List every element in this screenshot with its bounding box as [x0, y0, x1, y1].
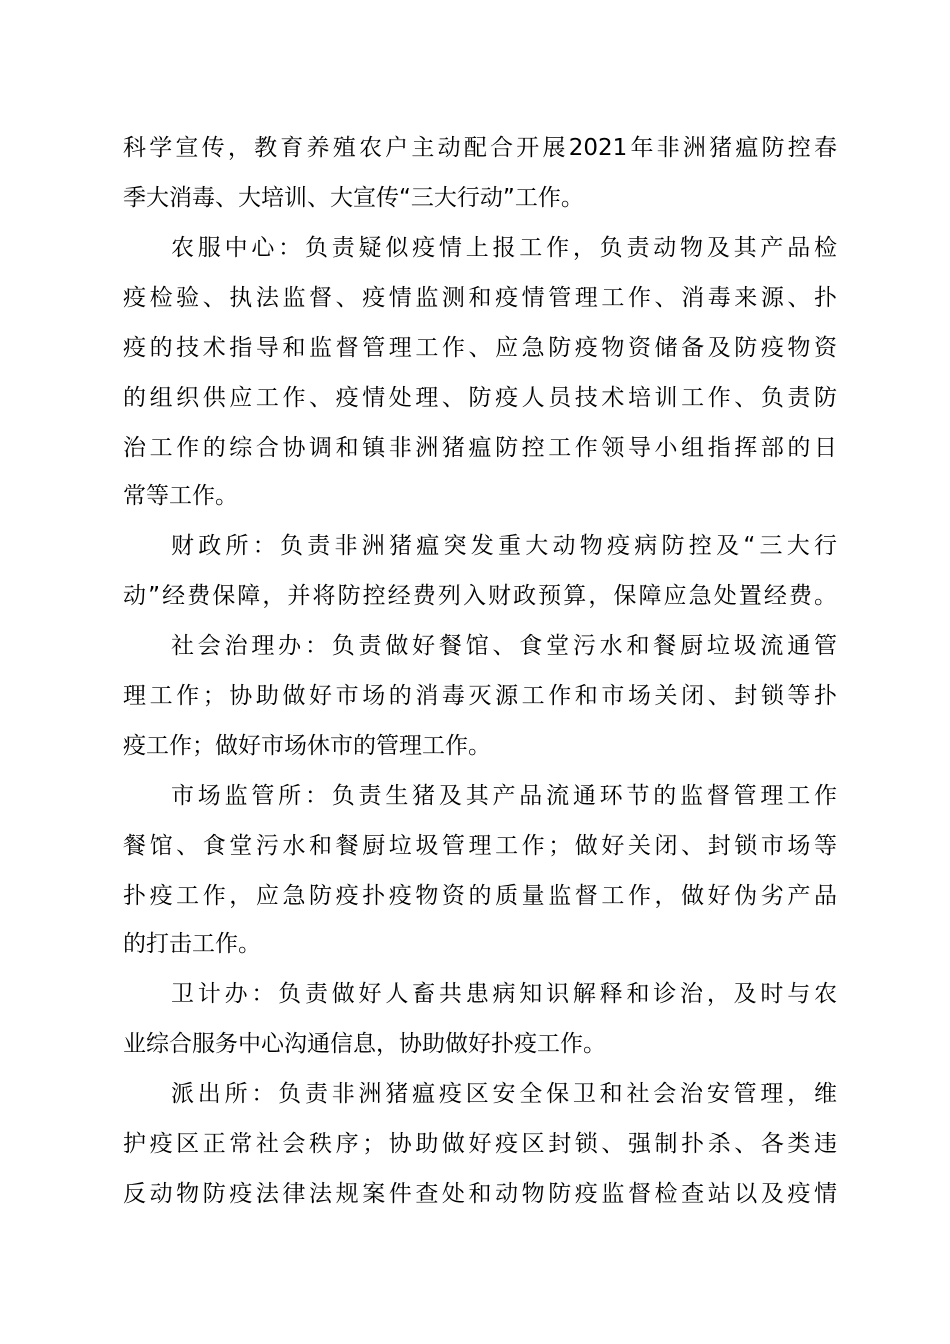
text-line: 业综合服务中心沟通信息，协助做好扑疫工作。: [123, 1031, 606, 1057]
text-line: 卫计办：负责做好人畜共患病知识解释和诊治，及时与农: [171, 981, 837, 1007]
text-line: 反动物防疫法律法规案件查处和动物防疫监督检查站以及疫情: [123, 1181, 837, 1207]
text-line: 餐馆、食堂污水和餐厨垃圾管理工作；做好关闭、封锁市场等: [123, 833, 837, 859]
text-line: 农服中心：负责疑似疫情上报工作，负责动物及其产品检: [171, 235, 837, 261]
text-line: 疫检验、执法监督、疫情监测和疫情管理工作、消毒来源、扑: [123, 285, 837, 311]
text-line: 理工作；协助做好市场的消毒灭源工作和市场关闭、封锁等扑: [123, 683, 837, 709]
text-line: 扑疫工作，应急防疫扑疫物资的质量监督工作，做好伪劣产品: [123, 883, 837, 909]
text-line: 的打击工作。: [123, 931, 261, 957]
text-line: 常等工作。: [123, 483, 238, 509]
text-line: 疫工作；做好市场休市的管理工作。: [123, 733, 491, 759]
text-line: 社会治理办：负责做好餐馆、食堂污水和餐厨垃圾流通管: [171, 633, 837, 659]
text-line: 派出所：负责非洲猪瘟疫区安全保卫和社会治安管理，维: [171, 1081, 837, 1107]
text-line: 科学宣传，教育养殖农户主动配合开展2021年非洲猪瘟防控春: [123, 135, 837, 161]
text-line: 市场监管所：负责生猪及其产品流通环节的监督管理工作: [171, 783, 837, 809]
text-line: 护疫区正常社会秩序；协助做好疫区封锁、强制扑杀、各类违: [123, 1131, 837, 1157]
text-line: 财政所：负责非洲猪瘟突发重大动物疫病防控及“三大行: [171, 533, 837, 559]
text-line: 治工作的综合协调和镇非洲猪瘟防控工作领导小组指挥部的日: [123, 435, 837, 461]
text-line: 疫的技术指导和监督管理工作、应急防疫物资储备及防疫物资: [123, 335, 837, 361]
text-line: 动”经费保障，并将防控经费列入财政预算，保障应急处置经费。: [123, 583, 837, 609]
text-line: 的组织供应工作、疫情处理、防疫人员技术培训工作、负责防: [123, 385, 837, 411]
text-line: 季大消毒、大培训、大宣传“三大行动”工作。: [123, 185, 584, 211]
